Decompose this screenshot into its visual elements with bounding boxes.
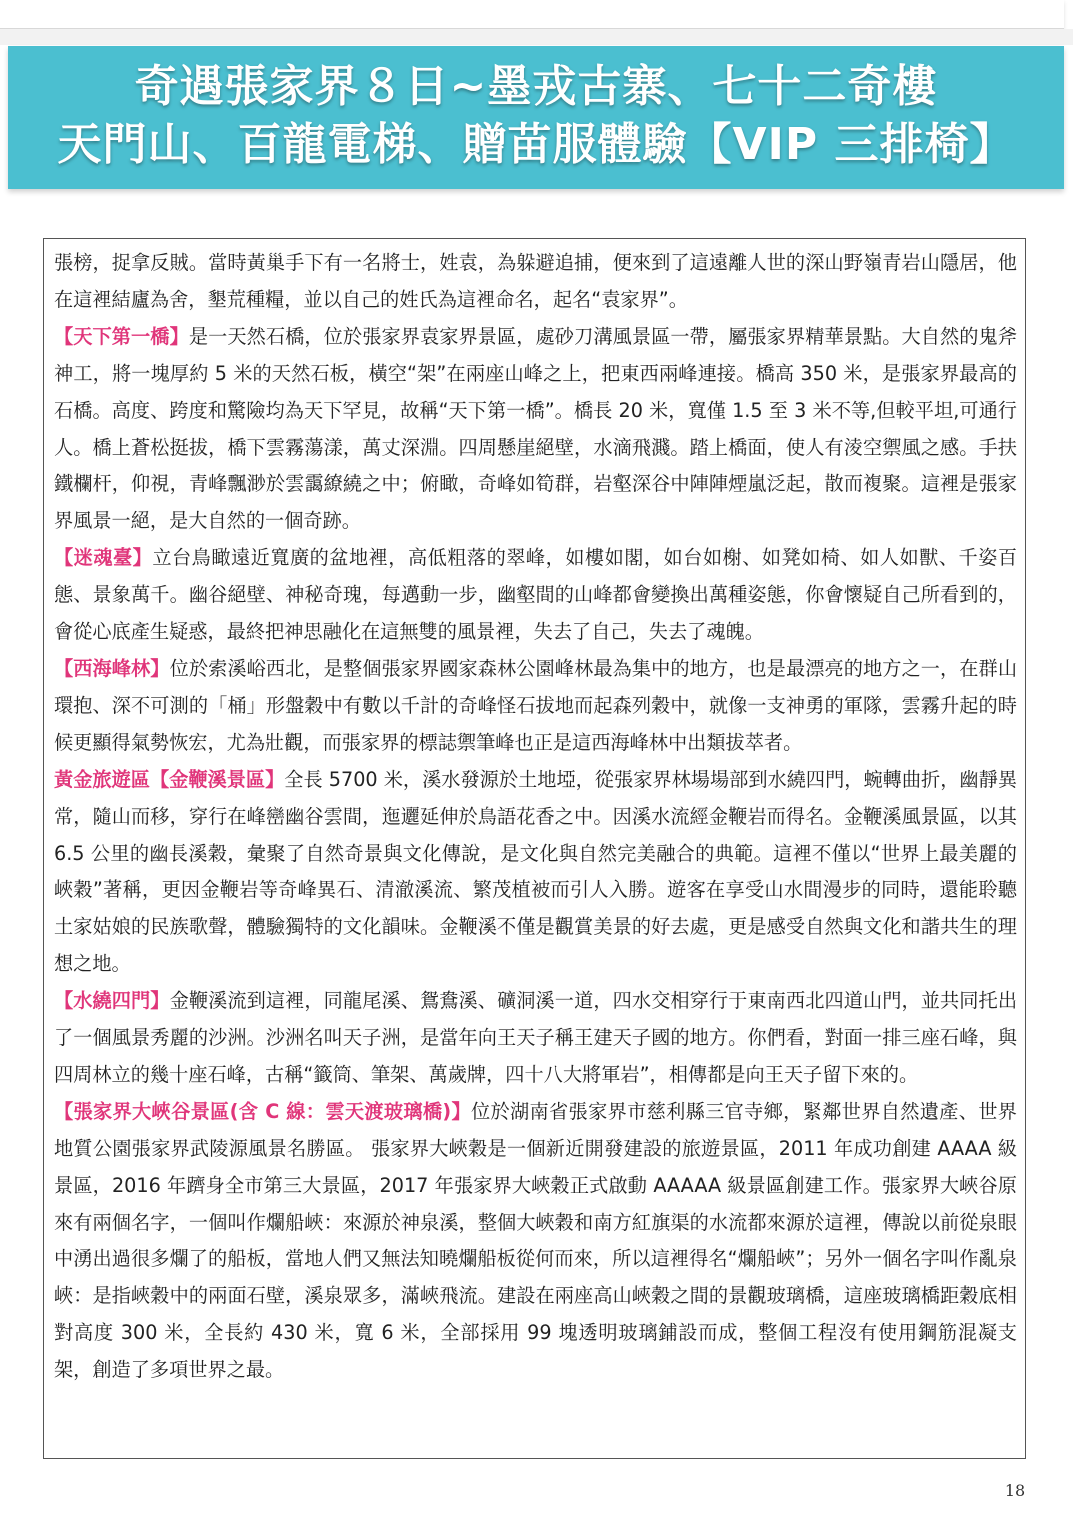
paragraph-text: 金鞭溪流到這裡，同龍尾溪、鴛鴦溪、礦洞溪一道，四水交相穿行于東南西北四道山門，並共同托出了一個風景秀麗的沙洲。沙洲名叫天子洲，是當年向王天子稱王建天子國的地方。你們看，對面一排三座石峰，與四周林立的幾十座石峰，古稱“籤筒、筆架、萬歲牌，四十八大將軍岩”，相傳都是向王天子留下來的。	[54, 989, 1018, 1086]
title-line-2: 天門山、百龍電梯、贈苗服體驗【VIP 三排椅】	[57, 119, 1015, 170]
paragraph-tianxia-diyi-qiao	[54, 319, 1017, 540]
article-text-box	[43, 238, 1026, 1459]
page-gap	[0, 29, 1073, 45]
paragraph-text: 位於索溪峪西北，是整個張家界國家森林公園峰林最為集中的地方，也是最漂亮的地方之一，在群山環抱、深不可測的「桶」形盤穀中有數以千計的奇峰怪石拔地而起森列穀中，就像一支神勇的軍隊，雲霧升起的時候更顯得氣勢恢宏，尤為壯觀，而張家界的標誌禦筆峰也正是這西海峰林中出類拔萃者。	[54, 656, 1018, 754]
section-heading: 【張家界大峽谷景區(含 C 線：雲天渡玻璃橋)】	[54, 1099, 471, 1123]
section-heading: 黃金旅遊區【金鞭溪景區】	[54, 767, 285, 791]
previous-page-edge	[0, 0, 1064, 29]
page-number: 18	[1004, 1481, 1026, 1500]
section-heading: 【天下第一橋】	[54, 324, 189, 348]
paragraph-text: 立台鳥瞰遠近寬廣的盆地裡，高低粗落的翠峰，如樓如閣，如台如榭、如凳如椅、如人如獸、千姿百態、景象萬千。幽谷絕壁、神秘奇瑰，每邁動一步，幽壑間的山峰都會變換出萬種姿態，你會懷疑自己所看到的，會從心底產生疑惑，最終把神思融化在這無雙的風景裡，失去了自己，失去了魂魄。	[54, 546, 1018, 644]
paragraph-text: 全長 5700 米，溪水發源於土地埡，從張家界林場場部到水繞四門，蜿轉曲折，幽靜異常，隨山而移，穿行在峰巒幽谷雲間，迤邐延伸於鳥語花香之中。因溪水流經金鞭岩而得名。金鞭溪風景區，以其 6.5 公里的幽長溪穀，彙聚了自然奇景與文化傳說，是文化與自然完美融合的典範。這裡不僅以“世界上最美麗的峽穀”著稱，更因金鞭岩等奇峰異石、清澈溪流、繁茂植被而引人入勝。遊客在享受山水間漫步的同時，還能聆聽土家姑娘的民族歌聲，體驗獨特的文化韻味。金鞭溪不僅是觀賞美景的好去處，更是感受自然與文化和諧共生的理想之地。	[54, 767, 1018, 976]
paragraph-text: 位於湖南省張家界市慈利縣三官寺鄉，緊鄰世界自然遺產、世界地質公園張家界武陵源風景名勝區。 張家界大峽穀是一個新近開發建設的旅遊景區，2011 年成功創建 AAAA 級景區，2016 年躋身全市第三大景區，2017 年張家界大峽穀正式啟動 AAAAA 級景區創建工作。張家界大峽谷原來有兩個名字，一個叫作爛船峽：來源於神泉溪，整個大峽穀和南方紅旗渠的水流都來源於這裡，傳說以前從泉眼中湧出過很多爛了的船板，當地人們又無法知曉爛船板從何而來，所以這裡得名“爛船峽”；另外一個名字叫作亂泉峽：是指峽穀中的兩面石壁，溪泉眾多，滿峽飛流。建設在兩座高山峽穀之間的景觀玻璃橋，這座玻璃橋距穀底相對高度 300 米，全長約 430 米，寬 6 米，全部採用 99 塊透明玻璃鋪設而成，整個工程沒有使用鋼筋混凝支架，創造了多項世界之最。	[54, 1099, 1017, 1382]
paragraph-jinbianxi	[54, 762, 1017, 983]
paragraph-shuirao-simen	[54, 983, 1017, 1094]
title-banner	[8, 46, 1064, 189]
section-heading: 【西海峰林】	[54, 656, 170, 680]
paragraph-mihun-tai	[54, 540, 1017, 651]
paragraph-text: 張榜，捉拿反賊。當時黃巢手下有一名將士，姓袁，為躲避追捕，便來到了這遠離人世的深山野嶺青岩山隱居，他在這裡結廬為舍，墾荒種糧，並以自己的姓氏為這裡命名，起名“袁家界”。	[54, 251, 1017, 311]
paragraph-intro	[54, 245, 1017, 319]
paragraph-text: 是一天然石橋，位於張家界袁家界景區，處砂刀溝風景區一帶，屬張家界精華景點。大自然的鬼斧神工，將一塊厚約 5 米的天然石板，橫空“架”在兩座山峰之上，把東西兩峰連接。橋高 350 米，是張家界最高的石橋。高度、跨度和驚險均為天下罕見，故稱“天下第一橋”。橋長 20 米，寬僅 1.5 至 3 米不等,但較平坦,可通行人。橋上蒼松挺拔，橋下雲霧蕩漾，萬丈深淵。四周懸崖絕壁，水滴飛濺。踏上橋面，使人有淩空禦風之感。手扶鐵欄杆，仰視，青峰飄渺於雲靄繚繞之中；俯瞰，奇峰如筍群，岩壑深谷中陣陣煙嵐泛起，散而複聚。這裡是張家界風景一絕，是大自然的一個奇跡。	[54, 324, 1018, 533]
section-heading: 【迷魂臺】	[54, 546, 153, 570]
paragraph-xihai-fenglin	[54, 651, 1017, 762]
section-heading: 【水繞四門】	[54, 989, 170, 1013]
paragraph-grand-canyon	[54, 1094, 1017, 1389]
title-line-1: 奇遇張家界８日~墨戎古寨、七十二奇樓	[134, 61, 938, 112]
